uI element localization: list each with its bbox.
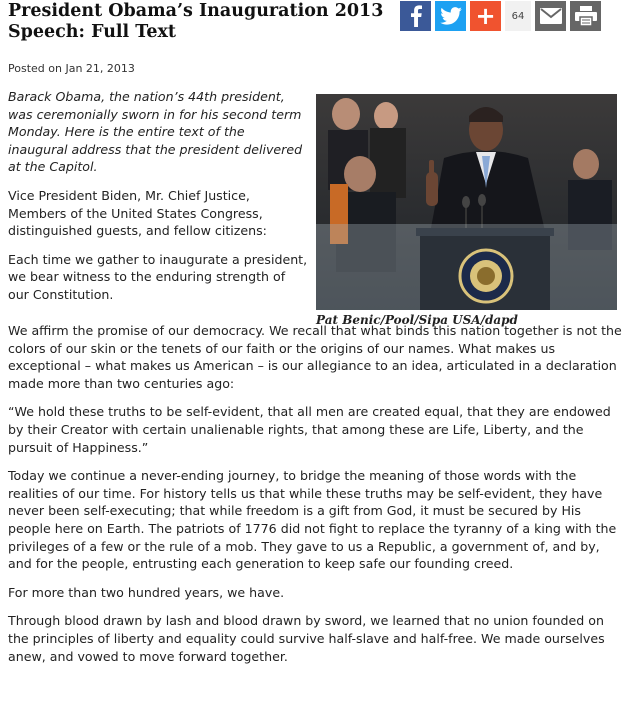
article-paragraph: For more than two hundred years, we have. — [8, 584, 285, 600]
article-body — [8, 322, 622, 676]
mail-icon — [540, 8, 562, 24]
article-paragraph: Today we continue a never-ending journey, to bridge the meaning of those words with the realities of our time. For history tells us that while these truths may be self-evident, they have never been self-executing; that while freedom is a gift from God, it must be secured by His people here on Earth. The patriots of 1776 did not fight to replace the tyranny of a king with the privileges of a few or the rule of a mob. They gave to us a Republic, a government of, and by, and for the people, entrusting each generation to keep safe our founding creed. — [8, 468, 617, 572]
twitter-share-button[interactable] — [435, 1, 466, 31]
posted-date: Posted on Jan 21, 2013 — [8, 62, 135, 75]
article-intro: Barack Obama, the nation’s 44th president, was ceremonially sworn in for his second term Monday. Here is the entire text of the inaugural address that the president delivered at the Capitol. — [8, 89, 303, 175]
more-share-button[interactable] — [470, 1, 501, 31]
email-share-button[interactable] — [535, 1, 566, 31]
photo-caption: Pat Benic/Pool/Sipa USA/dapd — [316, 313, 518, 327]
article-paragraph: Vice President Biden, Mr. Chief Justice, Members of the United States Congress, distinguished guests, and fellow citizens: — [8, 187, 267, 239]
article-paragraph: Through blood drawn by lash and blood drawn by sword, we learned that no union founded on the principles of liberty and equality could survive half-slave and half-free. We made ourselves anew, and vowed to move forward together. — [8, 613, 605, 664]
share-count: 64 — [505, 1, 531, 31]
print-button[interactable] — [570, 1, 601, 31]
article-paragraph: Each time we gather to inaugurate a president, we bear witness to the enduring strength of our Constitution. — [8, 251, 308, 302]
facebook-icon — [409, 5, 423, 27]
share-bar — [400, 1, 601, 31]
plus-icon: + — [475, 2, 496, 30]
article-photo — [316, 94, 617, 310]
print-icon — [575, 6, 597, 26]
article-paragraph: We affirm the promise of our democracy. We recall that what binds this nation together is not the colors of our skin or the tenets of our faith or the origins of our names. What makes us exceptional – what makes us American – is our allegiance to an idea, articulated in a declaration made more than two centuries ago: — [8, 323, 622, 391]
article-quote: “We hold these truths to be self-evident, that all men are created equal, that they are endowed by their Creator with certain unalienable rights, that among these are Life, Liberty, and the pursuit of Happiness.” — [8, 404, 611, 455]
article-lead-column — [8, 88, 308, 315]
facebook-share-button[interactable] — [400, 1, 431, 31]
article-title: President Obama’s Inauguration 2013 Speech: Full Text — [8, 1, 384, 42]
twitter-icon — [440, 7, 462, 25]
speech-photo-illustration — [316, 94, 617, 310]
